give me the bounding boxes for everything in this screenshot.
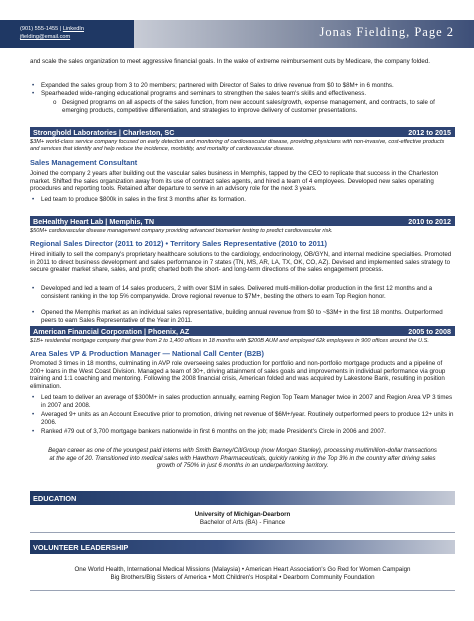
section-divider: [30, 590, 455, 591]
intro-bullet-1: • Expanded the sales group from 3 to 20 members; partnered with Director of Sales to drive revenue from $0 to $8M+ in 6 months.: [30, 82, 455, 90]
company-location: Charleston, SC: [122, 128, 175, 137]
company-name: American Financial Corporation: [33, 327, 143, 336]
intro-continuation: and scale the sales organization to meet aggressive financial goals. In the wake of extreme reimbursement cuts by Medicare, the company folded.: [30, 58, 430, 65]
name-banner: [134, 20, 474, 48]
company-description: $50M+ cardiovascular disease management company providing advanced biomarker testing to predict cardiovascular risk.: [30, 228, 333, 234]
page-header: [0, 20, 474, 48]
company-location: Memphis, TN: [109, 217, 155, 226]
job-header-behealthy: [30, 216, 455, 226]
degree: Bachelor of Arts (BA) - Finance: [199, 519, 286, 526]
job-bullet: • Developed and led a team of 14 sales producers, 2 with over $1M in sales. Delivered multi-million-dollar production in the first 12 months and a consistent ranking in the top 5% companywide. Drove regional revenue to $7M+, besting the others to earn Top Region honor.: [30, 285, 455, 300]
email-link[interactable]: jfielding@email.com: [20, 34, 71, 40]
job-header-american-financial: [30, 326, 455, 336]
job-dates: 2005 to 2008: [408, 327, 451, 336]
school-name: University of Michigan-Dearborn: [194, 511, 291, 518]
company-description: $1B+ residential mortgage company that grew from 2 to 1,400 offices in 18 months with $200B AUM and employed 62k employees in 900 offices around the U.S.: [30, 338, 429, 344]
job-role-title: Sales Management Consultant: [30, 158, 138, 167]
company-location: Phoenix, AZ: [148, 327, 190, 336]
job-bullet: • Opened the Memphis market as an individual sales representative, building annual revenue from $0 to ~$3M+ in the first 18 months. Outperformed peers to earn Sales Representative of the Year in 2011.: [30, 309, 455, 324]
volunteer-line-1: One World Health, International Medical Missions (Malaysia) • American Heart Association's Go Red for Women Campaign: [74, 566, 411, 573]
job-summary: Joined the company 2 years after building out the vascular sales business in Memphis, tapped by the CEO to replicate that success in the Charleston market. Shifted the sales organization away from its use of contract sales agents, and hired a team of 4 employees. Developed new sales operating procedures and reporting tools. Retained after departure to serve in an advisory role for the next 3 years.: [30, 170, 439, 193]
intro-bullet-2: • Spearheaded wide-ranging educational programs and seminars to strengthen the sales team's skills and effectiveness.: [30, 90, 455, 98]
job-summary: Hired initially to sell the company's proprietary healthcare solutions to the cardiology, endocrinology, OB/GYN, and internal medicine specialties. Promoted in 2011 to direct business development and sales performance in 7 states (TN, MS, AR, LA, TX, OK, CO, AZ). Devised and implemented sales strategy to secure greater market share, sales, and profit; charted both the short- and long-term directions of the sales engagement process.: [30, 251, 452, 274]
company-description: $3M+ world-class service company focused on early detection and monitoring of cardiovascular disease, providing physicians with non-invasive, cost-effective products and services that identify and help reduce the incidence, morbidity, and mortality of cardiovascular disease.: [30, 139, 445, 152]
company-name: Stronghold Laboratories: [33, 128, 117, 137]
section-divider: [30, 532, 455, 533]
job-bullet: • Averaged 9+ units as an Account Executive prior to promotion, driving net revenue of $6M+/year. Routinely outperformed peers to produce 12+ units in 2006.: [30, 411, 455, 426]
job-summary: Promoted 3 times in 18 months, culminating in AVP role overseeing sales production for portfolio and non-portfolio mortgage products and a pipeline of 200+ loans in the West Coast Division. Managed a team of 30+, driving attainment of sales goals and improvements in individual performance via group training and 1:1 coaching and mentoring. Following the 2008 financial crisis, American folded and was acquired by Lakestone Bank, resulting in position elimination.: [30, 360, 446, 390]
education-heading-bar: [30, 491, 455, 505]
career-note: Began career as one of the youngest paid interns with Smith Barney/CitiGroup (now Morgan Stanley), processing multimillion-dollar transactions at the age of 20. Transitioned into medical sales with Hawthorn Pharmaceuticals, quickly ranking in the Top 3% in the country after driving sales growth of 750% in just 6 months in an underperforming territory.: [48, 447, 437, 470]
job-bullet: • Led team to deliver an average of $300M+ in sales production annually, earning Region Top Team Manager twice in 2007 and Region Area VP 3 times in 2007 and 2008.: [30, 394, 455, 409]
contact-block: [0, 20, 134, 48]
job-role-title: Area Sales VP & Production Manager — National Call Center (B2B): [30, 349, 264, 358]
job-company-location: American Financial Corporation | Phoenix, AZ: [33, 327, 190, 336]
volunteer-heading-bar: [30, 540, 455, 554]
linkedin-link[interactable]: LinkedIn: [62, 26, 84, 32]
company-name: BeHealthy Heart Lab: [33, 217, 104, 226]
volunteer-line-2: Big Brothers/Big Sisters of America • Mott Children's Hospital • Dearborn Community Foundation: [110, 574, 375, 581]
job-role-title: Regional Sales Director (2011 to 2012) • Territory Sales Representative (2010 to 2011): [30, 239, 327, 248]
job-dates: 2012 to 2015: [408, 128, 451, 137]
job-dates: 2010 to 2012: [408, 217, 451, 226]
job-bullet: • Led team to produce $800k in sales in the first 3 months after its formation.: [30, 196, 455, 204]
job-bullet: • Ranked #79 out of 3,700 mortgage bankers nationwide in first 6 months on the job; made President's Circle in 2006 and 2007.: [30, 428, 455, 436]
volunteer-heading: VOLUNTEER LEADERSHIP: [33, 543, 129, 552]
job-company-location: Stronghold Laboratories | Charleston, SC: [33, 128, 175, 137]
contact-phone-line: (901) 555-1455 | LinkedIn: [20, 26, 84, 32]
job-company-location: BeHealthy Heart Lab | Memphis, TN: [33, 217, 155, 226]
phone-number: (901) 555-1455: [20, 26, 59, 32]
name-page-title: Jonas Fielding, Page 2: [319, 25, 454, 39]
job-header-stronghold: [30, 127, 455, 137]
intro-sub-bullet: o Designed programs on all aspects of the sales function, from new account sales/growth, expense management, and contracts, to sale of emerging products, competitive differentiation, and strategies to improve delivery of customer presentations.: [53, 99, 455, 114]
education-heading: EDUCATION: [33, 494, 77, 503]
